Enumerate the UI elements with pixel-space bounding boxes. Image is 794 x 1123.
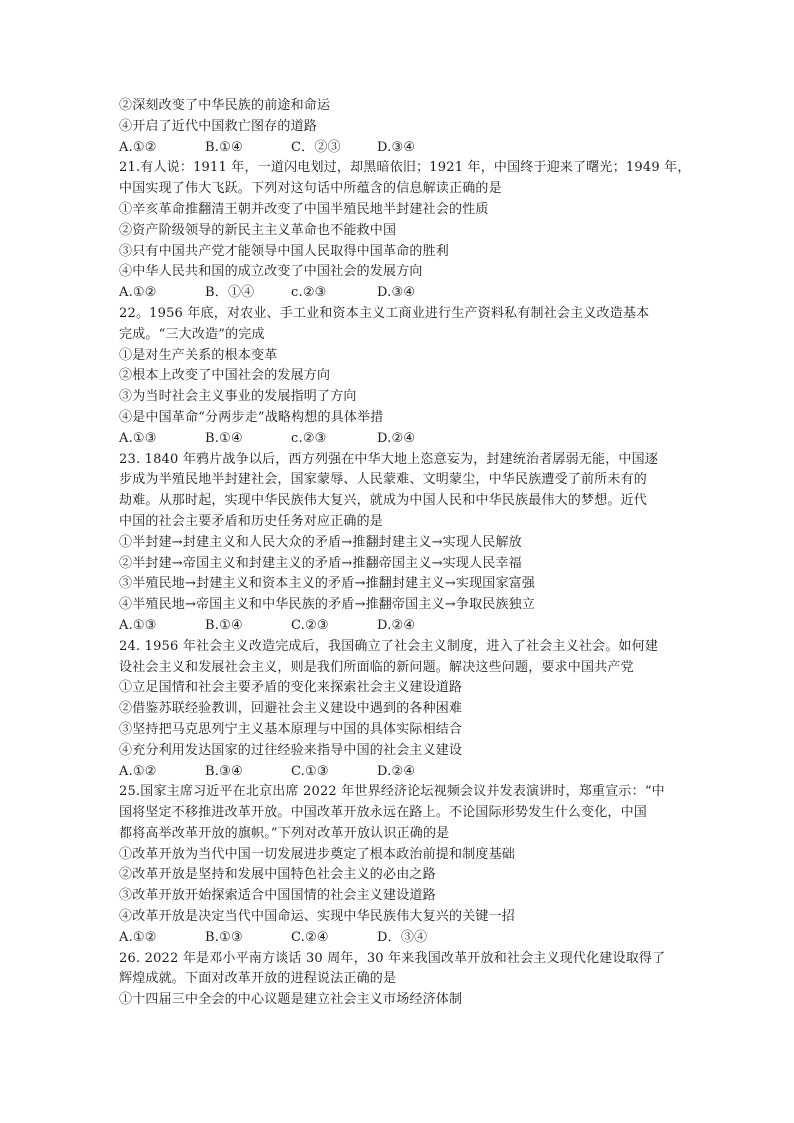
q22-option-c: c.②③: [291, 430, 327, 446]
q24-option-c: C.①③: [291, 763, 329, 779]
q25-item-2: ②改革开放是坚持和发展中国特色社会主义的必由之路: [119, 867, 436, 883]
q23-option-d: D.②④: [377, 617, 416, 633]
q23-stem-line: 中国的社会主要矛盾和历史任务对应正确的是: [119, 513, 384, 529]
q24-item-4: ④充分利用发达国家的过往经验来指导中国的社会主义建设: [119, 742, 463, 758]
q24-options: [119, 762, 679, 783]
q21-options: [119, 283, 679, 304]
q22-options: [119, 429, 679, 450]
q24-item-2: ②借鉴苏联经验教训，回避社会主义建设中遇到的各种困难: [119, 701, 463, 717]
q26-stem-line: 辉煌成就。下面对改革开放的进程说法正确的是: [119, 971, 397, 987]
q22-option-b: B.①④: [205, 430, 243, 446]
q22-stem-line: 22。1956 年底，对农业、手工业和资本主义工商业进行生产资料私有制社会主义改造基本: [119, 305, 650, 321]
q20-item-2: ②深刻改变了中华民族的前途和命运: [119, 98, 331, 113]
q23-option-b: B.①④: [205, 617, 243, 633]
q21-option-c: c.②③: [291, 285, 327, 301]
q25-stem-line: 都将高举改革开放的旗帜。”下列对改革开放认识正确的是: [119, 825, 450, 841]
q22-option-d: D.②④: [377, 430, 416, 446]
q21-option-a: A.①②: [119, 285, 157, 301]
q20-option-c: C．②③: [291, 139, 341, 155]
q21-option-b: B．①④: [205, 285, 255, 301]
q22-item-3: ③为当时社会主义事业的发展指明了方向: [119, 389, 357, 405]
q25-option-c: C.②④: [291, 929, 329, 945]
q21-stem-line: 中国实现了伟大飞跃。下列对这句话中所蕴含的信息解读正确的是: [119, 181, 502, 197]
q20-option-a: A.①②: [119, 139, 157, 155]
q20-options: [119, 138, 679, 159]
q23-item-1: ①半封建→封建主义和人民大众的矛盾→推翻封建主义→实现人民解放: [119, 534, 522, 550]
q21-item-1: ①辛亥革命推翻清王朝并改变了中国半殖民地半封建社会的性质: [119, 201, 489, 217]
q23-options: [119, 616, 679, 637]
q22-item-2: ②根本上改变了中国社会的发展方向: [119, 368, 331, 384]
q21-stem-line: 21.有人说：1911 年，一道闪电划过，却黑暗依旧；1921 年，中国终于迎来了曙光；1949 年，: [119, 160, 691, 176]
q24-item-3: ③坚持把马克思列宁主义基本原理与中国的具体实际相结合: [119, 721, 463, 737]
q23-stem-line: 劫难。从那时起，实现中华民族伟大复兴，就成为中国人民和中华民族最伟大的梦想。近代: [119, 493, 648, 509]
q23-item-4: ④半殖民地→帝国主义和中华民族的矛盾→推翻帝国主义→争取民族独立: [119, 597, 536, 613]
q20-item-4: ④开启了近代中国救亡图存的道路: [119, 118, 318, 134]
q25-stem-line: 25.国家主席习近平在北京出席 2022 年世界经济论坛视频会议并发表演讲时，郑重宣示：“中: [119, 784, 665, 800]
q25-item-1: ①改革开放为当代中国一切发展进步奠定了根本政治前提和制度基础: [119, 846, 516, 862]
q23-stem-line: 步成为半殖民地半封建社会，国家蒙辱、人民蒙难、文明蒙尘，中华民族遭受了前所未有的: [119, 472, 648, 488]
q23-stem-line: 23. 1840 年鸦片战争以后，西方列强在中华大地上恣意妄为，封建统治者孱弱无能，中国逐: [119, 451, 659, 467]
q23-item-3: ③半殖民地→封建主义和资本主义的矛盾→推翻封建主义→实现国家富强: [119, 576, 536, 592]
q21-item-3: ③只有中国共产党才能领导中国人民取得中国革命的胜利: [119, 243, 450, 259]
q21-item-4: ④中华人民共和国的成立改变了中国社会的发展方向: [119, 264, 423, 280]
q21-option-d: D.③④: [377, 285, 416, 301]
q25-item-4: ④改革开放是决定当代中国命运、实现中华民族伟大复兴的关键一招: [119, 909, 516, 925]
q22-option-a: A.①③: [119, 430, 157, 446]
q22-item-1: ①是对生产关系的根本变革: [119, 347, 278, 363]
q25-option-a: A.①②: [119, 929, 157, 945]
exam-page: [119, 96, 691, 1011]
q25-option-d: D．③④: [377, 929, 428, 945]
q24-option-b: B.③④: [205, 763, 243, 779]
q20-option-b: B.①④: [205, 139, 243, 155]
q21-item-2: ②资产阶级领导的新民主主义革命也不能救中国: [119, 222, 397, 238]
q24-item-1: ①立足国情和社会主要矛盾的变化来探索社会主义建设道路: [119, 680, 463, 696]
q23-option-c: C.②③: [291, 617, 329, 633]
q22-item-4: ④是中国革命“分两步走”战略构想的具体举措: [119, 409, 384, 425]
q22-stem-line: 完成。“三大改造”的完成: [119, 326, 265, 342]
q25-option-b: B.①③: [205, 929, 243, 945]
q24-option-a: A.①②: [119, 763, 157, 779]
q25-stem-line: 国将坚定不移推进改革开放。中国改革开放永远在路上。不论国际形势发生什么变化，中国: [119, 805, 648, 821]
q24-option-d: D.②④: [377, 763, 416, 779]
q24-stem-line: 设社会主义和发展社会主义，则是我们所面临的新问题。解决这些问题，要求中国共产党: [119, 659, 634, 675]
q26-item-1: ①十四届三中全会的中心议题是建立社会主义市场经济体制: [119, 992, 463, 1008]
q25-options: [119, 928, 679, 949]
q25-item-3: ③改革开放开始探索适合中国国情的社会主义建设道路: [119, 888, 436, 904]
q24-stem-line: 24. 1956 年社会主义改造完成后，我国确立了社会主义制度，进入了社会主义社会。如何建: [119, 638, 659, 654]
q23-item-2: ②半封建→帝国主义和封建主义的矛盾→推翻帝国主义→实现人民幸福: [119, 555, 522, 571]
q23-option-a: A.①③: [119, 617, 157, 633]
q26-stem-line: 26. 2022 年是邓小平南方谈话 30 周年，30 年来我国改革开放和社会主义现代化建设取得了: [119, 950, 666, 966]
q20-option-d: D.③④: [377, 139, 416, 155]
